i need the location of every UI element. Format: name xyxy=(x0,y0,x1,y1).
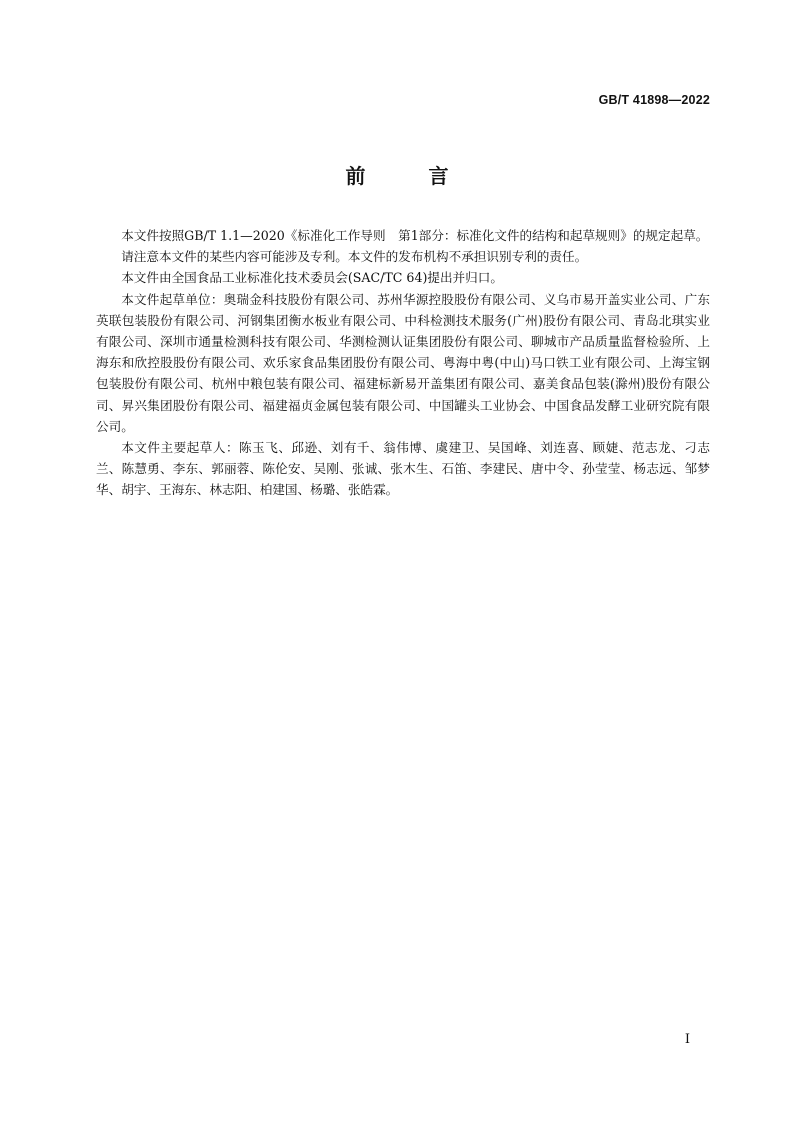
paragraph-drafting-organizations: 本文件起草单位：奥瑞金科技股份有限公司、苏州华源控股股份有限公司、义乌市易开盖实业公司、广东英联包装股份有限公司、河钢集团衡水板业有限公司、中科检测技术服务(广州)股份有限公司、青岛北琪实业有限公司、深圳市通量检测科技有限公司、华测检测认证集团股份有限公司、聊城市产品质量监督检验所、上海东和欣控股股份有限公司、欢乐家食品集团股份有限公司、粤海中粤(中山)马口铁工业有限公司、上海宝钢包装股份有限公司、杭州中粮包装有限公司、福建标新易开盖集团有限公司、嘉美食品包装(滁州)股份有限公司、昇兴集团股份有限公司、福建福贞金属包装有限公司、中国罐头工业协会、中国食品发酵工业研究院有限公司。 xyxy=(96,291,710,434)
page-title: 前 言 xyxy=(345,164,477,188)
page-number: I xyxy=(684,1032,690,1047)
standard-code: GB/T 41898—2022 xyxy=(598,93,710,107)
paragraph-patent-notice: 请注意本文件的某些内容可能涉及专利。本文件的发布机构不承担识别专利的责任。 xyxy=(121,249,588,265)
paragraph-drafters: 本文件主要起草人：陈玉飞、邱逊、刘有千、翁伟博、虞建卫、吴国峰、刘连喜、顾婕、范志龙、刁志兰、陈慧勇、李东、郭丽蓉、陈伦安、吴刚、张诚、张木生、石笛、李建民、唐中令、孙莹莹、杨志远、邹梦华、胡宇、王海东、林志阳、柏建国、杨璐、张皓霖。 xyxy=(96,440,710,498)
paragraph-drafting-rules: 本文件按照GB/T 1.1—2020《标准化工作导则 第1部分：标准化文件的结构和起草规则》的规定起草。 xyxy=(121,228,709,243)
paragraph-committee: 本文件由全国食品工业标准化技术委员会(SAC/TC 64)提出并归口。 xyxy=(121,270,503,286)
foreword-body xyxy=(96,225,710,501)
